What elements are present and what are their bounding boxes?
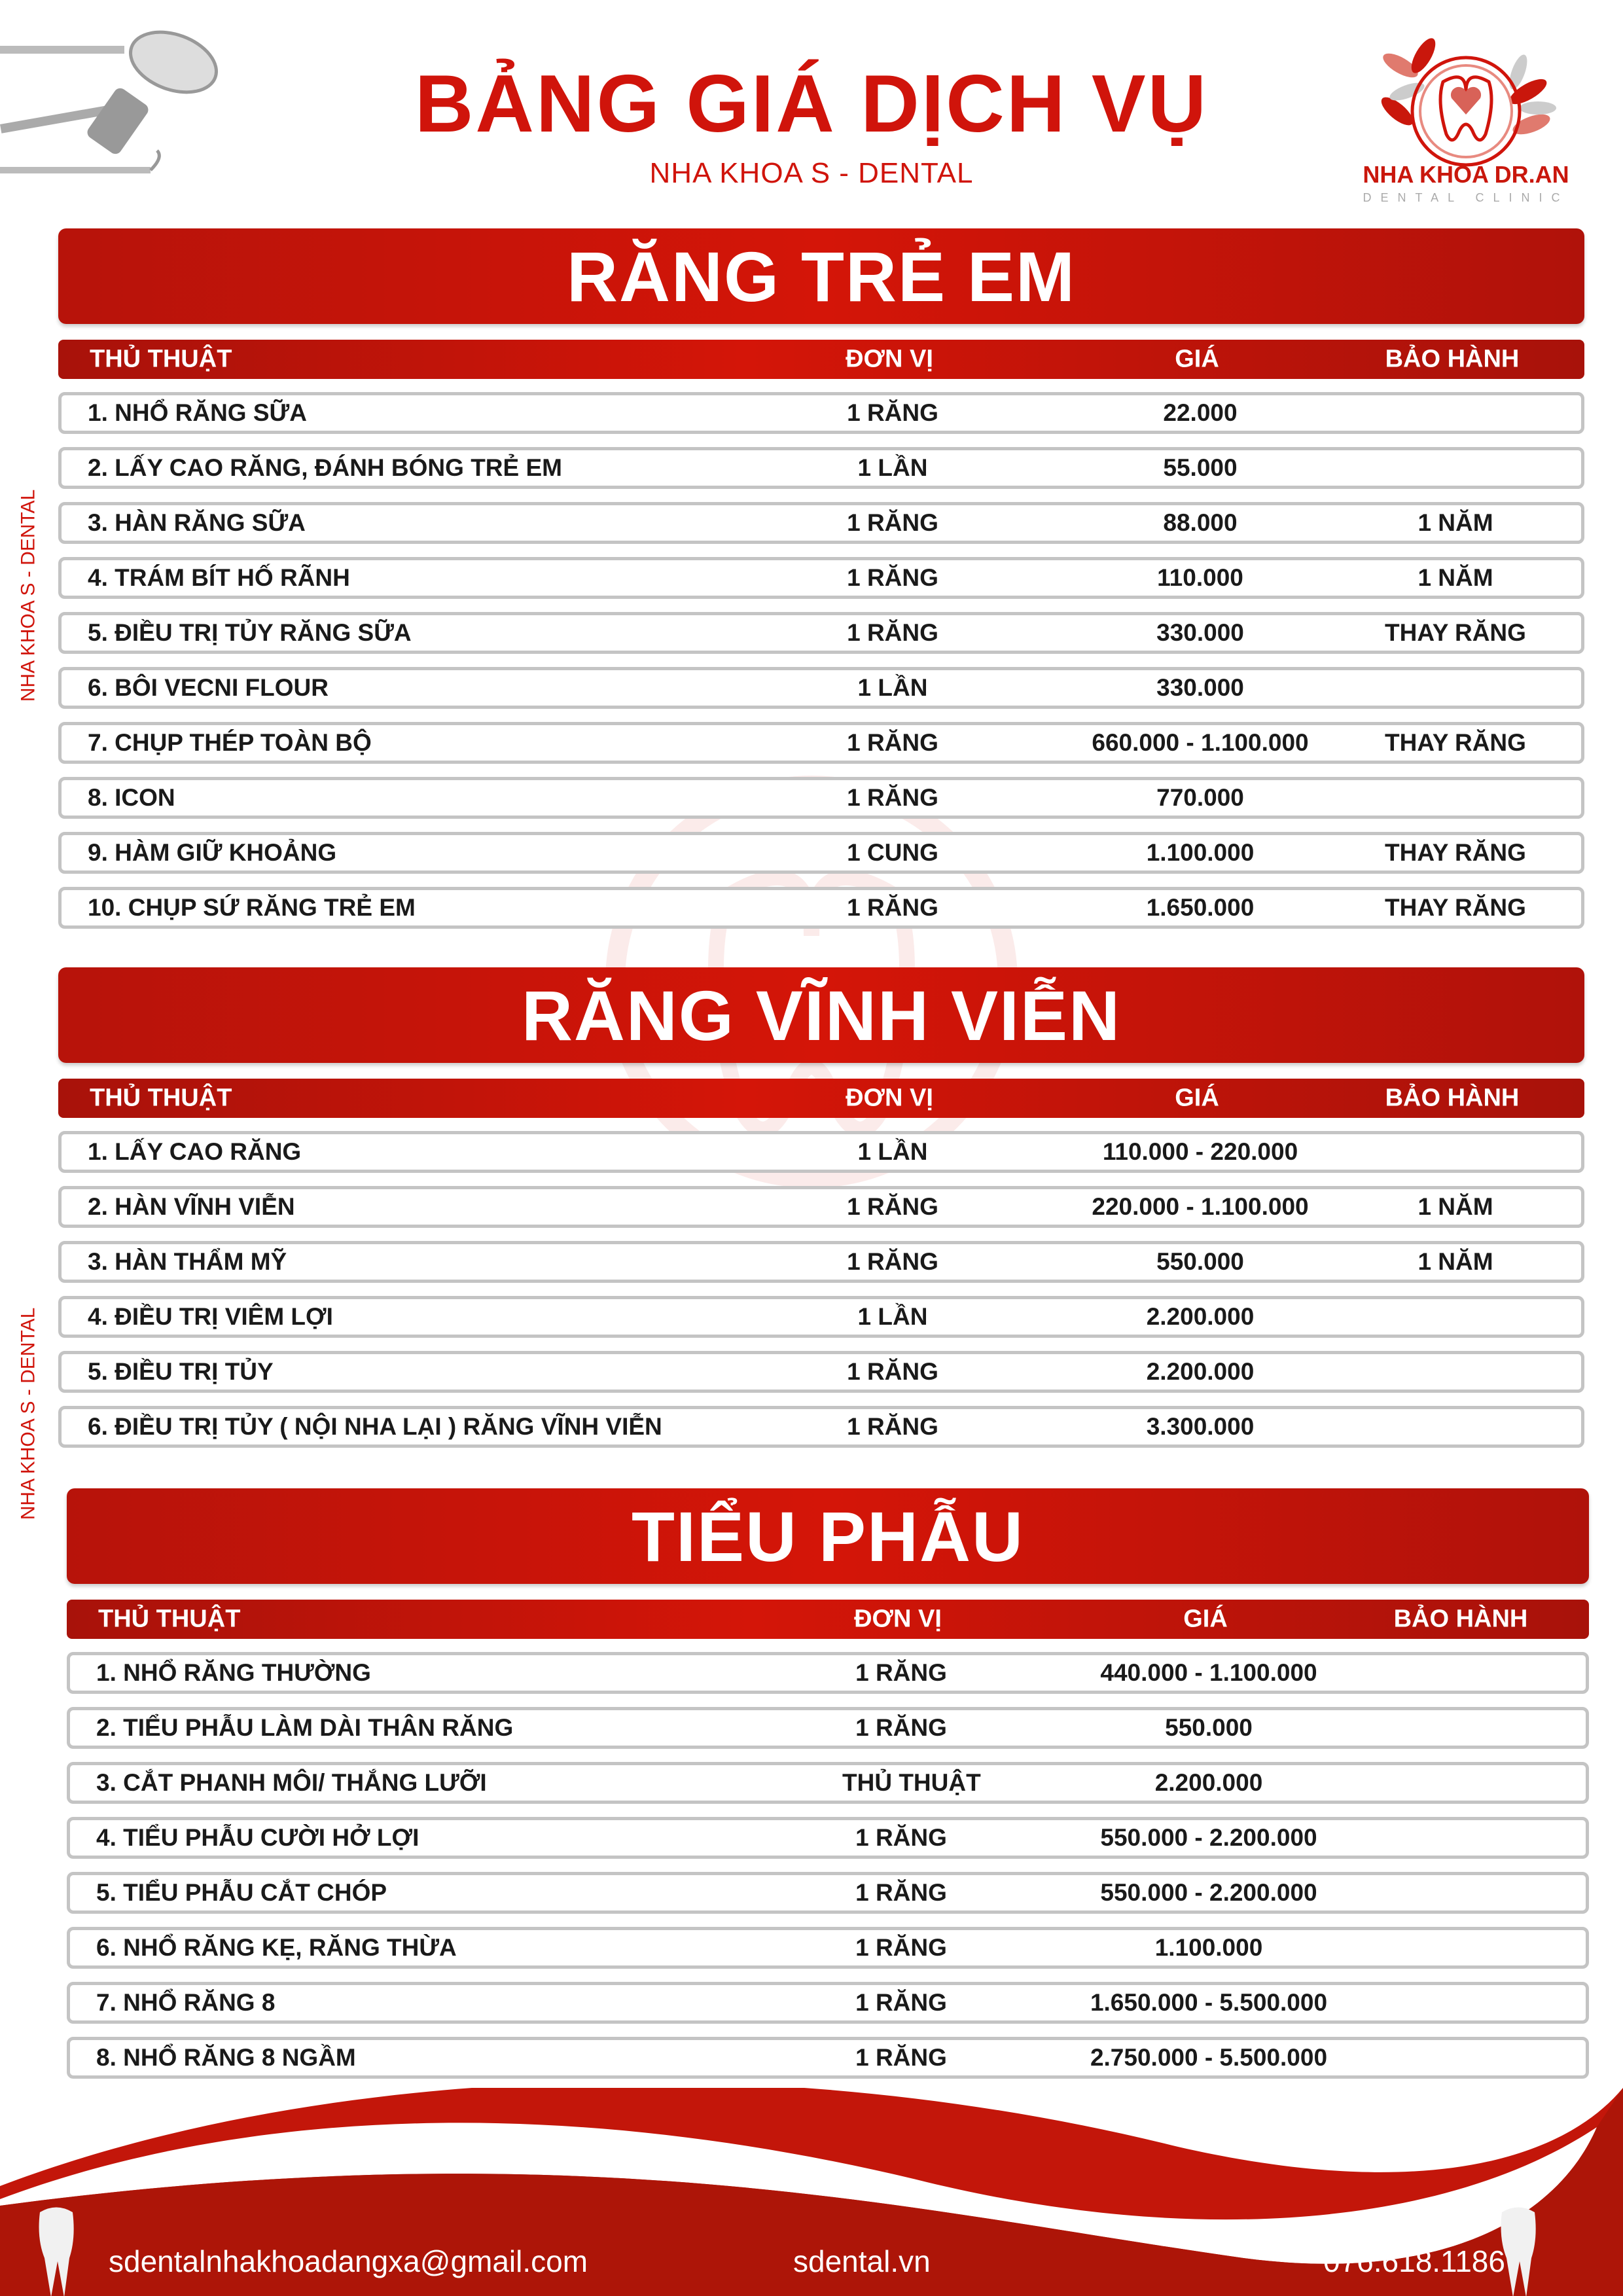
table-row [67, 1872, 1589, 1914]
column-header: THỦ THUẬT [90, 345, 232, 373]
table-row [58, 722, 1584, 764]
unit-cell: 1 LẦN [857, 1138, 928, 1165]
logo-tagline: DENTAL CLINIC [1363, 191, 1569, 204]
table-row [58, 832, 1584, 874]
warranty-cell: THAY RĂNG [1385, 729, 1526, 756]
procedure-cell: 1. LẤY CAO RĂNG [88, 1138, 302, 1165]
warranty-cell: 1 NĂM [1418, 564, 1493, 591]
procedure-cell: 2. HÀN VĨNH VIỄN [88, 1193, 295, 1220]
column-header: GIÁ [1175, 345, 1219, 373]
price-cell: 110.000 [1157, 564, 1243, 591]
table-row [58, 392, 1584, 434]
procedure-cell: 8. NHỔ RĂNG 8 NGẦM [96, 2044, 356, 2071]
column-header: THỦ THUẬT [98, 1605, 241, 1633]
price-cell: 550.000 [1156, 1248, 1244, 1275]
footer-email[interactable]: sdentalnhakhoadangxa@gmail.com [109, 2244, 588, 2278]
table-row [58, 1131, 1584, 1173]
procedure-cell: 1. NHỔ RĂNG THƯỜNG [96, 1659, 371, 1686]
procedure-cell: 5. ĐIỀU TRỊ TỦY [88, 1358, 274, 1385]
price-cell: 88.000 [1163, 509, 1238, 536]
unit-cell: THỦ THUẬT [842, 1769, 981, 1796]
table-header [58, 1079, 1584, 1118]
price-cell: 550.000 [1165, 1714, 1253, 1741]
unit-cell: 1 RĂNG [855, 1714, 947, 1741]
unit-cell: 1 RĂNG [847, 509, 938, 536]
procedure-cell: 2. LẤY CAO RĂNG, ĐÁNH BÓNG TRẺ EM [88, 454, 562, 481]
column-header: BẢO HÀNH [1385, 345, 1520, 373]
unit-cell: 1 RĂNG [855, 1824, 947, 1851]
price-cell: 330.000 [1156, 674, 1244, 701]
unit-cell: 1 RĂNG [847, 1193, 938, 1220]
table-row [58, 502, 1584, 544]
table-row [58, 667, 1584, 709]
procedure-cell: 5. TIỂU PHẪU CẮT CHÓP [96, 1879, 387, 1906]
price-cell: 440.000 - 1.100.000 [1100, 1659, 1317, 1686]
procedure-cell: 7. CHỤP THÉP TOÀN BỘ [88, 729, 372, 756]
price-cell: 2.200.000 [1146, 1303, 1255, 1330]
warranty-cell: THAY RĂNG [1385, 839, 1526, 866]
procedure-cell: 3. CẮT PHANH MÔI/ THẮNG LƯỠI [96, 1769, 487, 1796]
table-row [67, 1927, 1589, 1969]
table-row [58, 1241, 1584, 1283]
table-row [67, 1652, 1589, 1694]
column-header: BẢO HÀNH [1385, 1084, 1520, 1112]
procedure-cell: 8. ICON [88, 784, 175, 811]
procedure-cell: 6. NHỔ RĂNG KẸ, RĂNG THỪA [96, 1934, 457, 1961]
side-label: NHA KHOA S - DENTAL [17, 489, 39, 702]
table-row [67, 1707, 1589, 1749]
price-section [67, 1488, 1589, 2079]
price-cell: 220.000 - 1.100.000 [1092, 1193, 1309, 1220]
table-row [67, 1762, 1589, 1804]
section-title: RĂNG VĨNH VIỄN [58, 967, 1584, 1063]
price-cell: 2.750.000 - 5.500.000 [1090, 2044, 1328, 2071]
warranty-cell: 1 NĂM [1418, 1193, 1493, 1220]
warranty-cell: 1 NĂM [1418, 509, 1493, 536]
page-subtitle: NHA KHOA S - DENTAL [649, 157, 974, 189]
unit-cell: 1 LẦN [857, 1303, 928, 1330]
procedure-cell: 6. BÔI VECNI FLOUR [88, 674, 329, 701]
section-title: RĂNG TRẺ EM [58, 228, 1584, 324]
tooth-icon [37, 2206, 76, 2296]
table-row [58, 777, 1584, 819]
unit-cell: 1 RĂNG [847, 619, 938, 646]
column-header: THỦ THUẬT [90, 1084, 232, 1112]
side-label: NHA KHOA S - DENTAL [17, 1307, 39, 1520]
column-header: GIÁ [1183, 1605, 1228, 1633]
warranty-cell: 1 NĂM [1418, 1248, 1493, 1275]
price-cell: 1.100.000 [1154, 1934, 1263, 1961]
unit-cell: 1 RĂNG [847, 1248, 938, 1275]
table-row [58, 447, 1584, 489]
procedure-cell: 2. TIỂU PHẪU LÀM DÀI THÂN RĂNG [96, 1714, 514, 1741]
unit-cell: 1 RĂNG [855, 1659, 947, 1686]
price-cell: 22.000 [1163, 399, 1238, 426]
column-header: ĐƠN VỊ [846, 1084, 933, 1112]
footer-website[interactable]: sdental.vn [793, 2244, 931, 2278]
procedure-cell: 1. NHỔ RĂNG SỮA [88, 399, 307, 426]
procedure-cell: 3. HÀN RĂNG SỮA [88, 509, 306, 536]
price-cell: 660.000 - 1.100.000 [1092, 729, 1309, 756]
procedure-cell: 7. NHỔ RĂNG 8 [96, 1989, 276, 2016]
price-cell: 1.100.000 [1146, 839, 1255, 866]
table-row [58, 557, 1584, 599]
table-row [58, 1351, 1584, 1393]
price-cell: 330.000 [1156, 619, 1244, 646]
section-title: TIỂU PHẪU [67, 1488, 1589, 1584]
procedure-cell: 4. ĐIỀU TRỊ VIÊM LỢI [88, 1303, 333, 1330]
column-header: ĐƠN VỊ [846, 345, 933, 373]
column-header: GIÁ [1175, 1084, 1219, 1112]
procedure-cell: 5. ĐIỀU TRỊ TỦY RĂNG SỮA [88, 619, 412, 646]
price-cell: 3.300.000 [1146, 1413, 1255, 1440]
price-cell: 2.200.000 [1154, 1769, 1263, 1796]
table-header [67, 1600, 1589, 1639]
warranty-cell: THAY RĂNG [1385, 894, 1526, 921]
table-row [58, 1186, 1584, 1228]
unit-cell: 1 RĂNG [847, 564, 938, 591]
unit-cell: 1 LẦN [857, 674, 928, 701]
unit-cell: 1 RĂNG [847, 1358, 938, 1385]
table-row [67, 1982, 1589, 2024]
column-header: BẢO HÀNH [1393, 1605, 1528, 1633]
page-title: BẢNG GIÁ DỊCH VỤ [414, 59, 1209, 149]
unit-cell: 1 RĂNG [847, 894, 938, 921]
table-row [58, 887, 1584, 929]
price-cell: 550.000 - 2.200.000 [1100, 1879, 1317, 1906]
price-cell: 55.000 [1163, 454, 1238, 481]
unit-cell: 1 RĂNG [847, 1413, 938, 1440]
table-row [58, 612, 1584, 654]
column-header: ĐƠN VỊ [854, 1605, 942, 1633]
unit-cell: 1 RĂNG [855, 2044, 947, 2071]
procedure-cell: 10. CHỤP SỨ RĂNG TRẺ EM [88, 894, 416, 921]
price-cell: 1.650.000 [1146, 894, 1255, 921]
procedure-cell: 3. HÀN THẨM MỸ [88, 1248, 287, 1275]
price-cell: 2.200.000 [1146, 1358, 1255, 1385]
unit-cell: 1 RĂNG [847, 729, 938, 756]
unit-cell: 1 RĂNG [847, 784, 938, 811]
footer-phone[interactable]: 076.618.1186 [1323, 2244, 1505, 2278]
procedure-cell: 4. TIỂU PHẪU CƯỜI HỞ LỢI [96, 1824, 419, 1851]
table-header [58, 340, 1584, 379]
procedure-cell: 6. ĐIỀU TRỊ TỦY ( NỘI NHA LẠI ) RĂNG VĨNH VIỄN [88, 1413, 662, 1440]
warranty-cell: THAY RĂNG [1385, 619, 1526, 646]
unit-cell: 1 RĂNG [855, 1934, 947, 1961]
table-row [67, 1817, 1589, 1859]
price-section [58, 967, 1584, 1448]
unit-cell: 1 LẦN [857, 454, 928, 481]
price-cell: 1.650.000 - 5.500.000 [1090, 1989, 1328, 2016]
table-row [67, 2037, 1589, 2079]
table-row [58, 1296, 1584, 1338]
procedure-cell: 4. TRÁM BÍT HỐ RÃNH [88, 564, 350, 591]
procedure-cell: 9. HÀM GIỮ KHOẢNG [88, 839, 337, 866]
unit-cell: 1 RĂNG [855, 1989, 947, 2016]
price-cell: 770.000 [1156, 784, 1244, 811]
table-row [58, 1406, 1584, 1448]
price-section [58, 228, 1584, 929]
logo-name: NHA KHOA DR.AN [1363, 161, 1569, 188]
price-cell: 550.000 - 2.200.000 [1100, 1824, 1317, 1851]
price-cell: 110.000 - 220.000 [1102, 1138, 1298, 1165]
unit-cell: 1 RĂNG [855, 1879, 947, 1906]
unit-cell: 1 RĂNG [847, 399, 938, 426]
unit-cell: 1 CUNG [847, 839, 938, 866]
